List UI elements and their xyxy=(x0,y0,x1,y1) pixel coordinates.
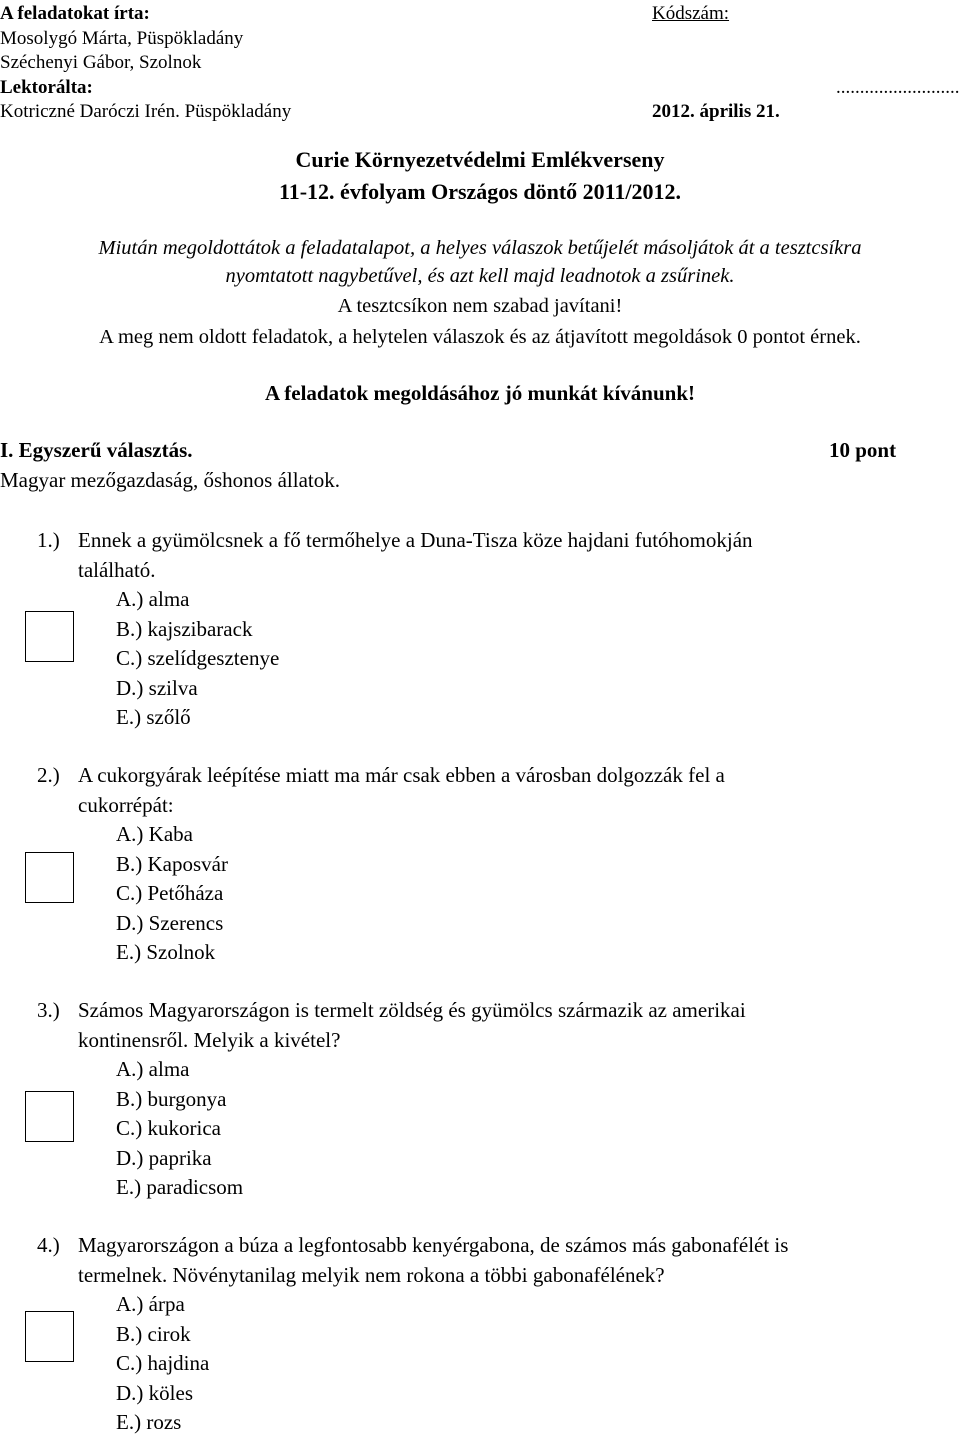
answer-option: D.) szilva xyxy=(116,675,198,700)
instruction-line: A tesztcsíkon nem szabad javítani! xyxy=(337,295,623,317)
answer-option: E.) rozs xyxy=(116,1410,182,1434)
good-luck-message: A feladatok megoldásához jó munkát kívánunk! xyxy=(265,381,695,405)
answer-options xyxy=(116,585,937,733)
question-number: 1.) xyxy=(37,528,60,552)
answer-option: D.) köles xyxy=(116,1380,193,1405)
section-points: 10 pont xyxy=(829,438,897,462)
section-title: I. Egyszerű választás. xyxy=(0,438,193,462)
question-number: 3.) xyxy=(37,998,60,1022)
answer-option: A.) Kaba xyxy=(116,822,193,846)
code-label: Kódszám: xyxy=(652,3,730,24)
code-field: .......................... xyxy=(836,76,960,98)
section-subtitle: Magyar mezőgazdaság, őshonos állatok. xyxy=(0,468,340,492)
answer-option: B.) kajszibarack xyxy=(116,616,253,641)
answer-options xyxy=(116,820,937,968)
question-3 xyxy=(37,996,937,1203)
question-number: 4.) xyxy=(37,1233,60,1257)
answer-option: B.) burgonya xyxy=(116,1086,227,1111)
reviewer-label: Lektorálta: xyxy=(0,76,93,98)
reviewer-name: Kotriczné Daróczi Irén. Püspökladány xyxy=(0,101,292,122)
answer-option: A.) árpa xyxy=(116,1292,185,1316)
author-name: Széchenyi Gábor, Szolnok xyxy=(0,52,202,73)
answer-option: E.) Szolnok xyxy=(116,940,216,964)
author-name: Mosolygó Márta, Püspökladány xyxy=(0,27,244,49)
answer-options xyxy=(116,1055,937,1203)
answer-option: E.) paradicsom xyxy=(116,1175,244,1199)
question-text: Magyarországon a búza a legfontosabb kenyérgabona, de számos más gabonafélét is termelnek. Növénytanilag melyik nem rokona a többi gabonafélének? xyxy=(78,1233,789,1287)
answer-option: C.) Petőháza xyxy=(116,881,224,905)
question-1 xyxy=(37,526,937,733)
competition-subtitle: 11-12. évfolyam Országos döntő 2011/2012. xyxy=(278,179,682,204)
instruction-line: nyomtatott nagybetűvel, és azt kell majd leadnotok a zsűrinek. xyxy=(225,265,735,287)
answer-option: A.) alma xyxy=(116,587,190,611)
question-4 xyxy=(37,1231,937,1438)
answer-option: D.) paprika xyxy=(116,1145,212,1170)
author-label: A feladatokat írta: xyxy=(0,3,150,24)
instruction-line: Miután megoldottátok a feladatalapot, a helyes válaszok betűjelét másoljátok át a tesztcsíkra xyxy=(98,237,862,259)
competition-title: Curie Környezetvédelmi Emlékverseny xyxy=(295,147,665,172)
answer-box-3[interactable] xyxy=(25,1091,74,1142)
answer-option: C.) kukorica xyxy=(116,1116,221,1140)
answer-box-2[interactable] xyxy=(25,852,74,903)
answer-option: D.) Szerencs xyxy=(116,910,224,935)
answer-option: B.) cirok xyxy=(116,1321,191,1346)
answer-box-1[interactable] xyxy=(25,611,74,662)
question-text: A cukorgyárak leépítése miatt ma már csak ebben a városban dolgozzák fel a cukorrépát: xyxy=(78,763,725,817)
answer-option: E.) szőlő xyxy=(116,705,191,729)
instruction-line: A meg nem oldott feladatok, a helytelen válaszok és az átjavított megoldások 0 pontot érnek. xyxy=(99,326,861,348)
question-number: 2.) xyxy=(37,763,60,787)
answer-option: C.) szelídgesztenye xyxy=(116,646,280,670)
question-2 xyxy=(37,761,937,968)
document-header xyxy=(0,2,960,125)
answer-option: C.) hajdina xyxy=(116,1351,210,1375)
exam-date: 2012. április 21. xyxy=(652,101,780,122)
question-text: Számos Magyarországon is termelt zöldség és gyümölcs származik az amerikai kontinensről. Melyik a kivétel? xyxy=(78,998,746,1052)
answer-options xyxy=(116,1290,937,1438)
answer-box-4[interactable] xyxy=(25,1311,74,1362)
answer-option: A.) alma xyxy=(116,1057,190,1081)
answer-option: B.) Kaposvár xyxy=(116,851,228,876)
question-text: Ennek a gyümölcsnek a fő termőhelye a Duna-Tisza köze hajdani futóhomokján található. xyxy=(78,528,753,582)
